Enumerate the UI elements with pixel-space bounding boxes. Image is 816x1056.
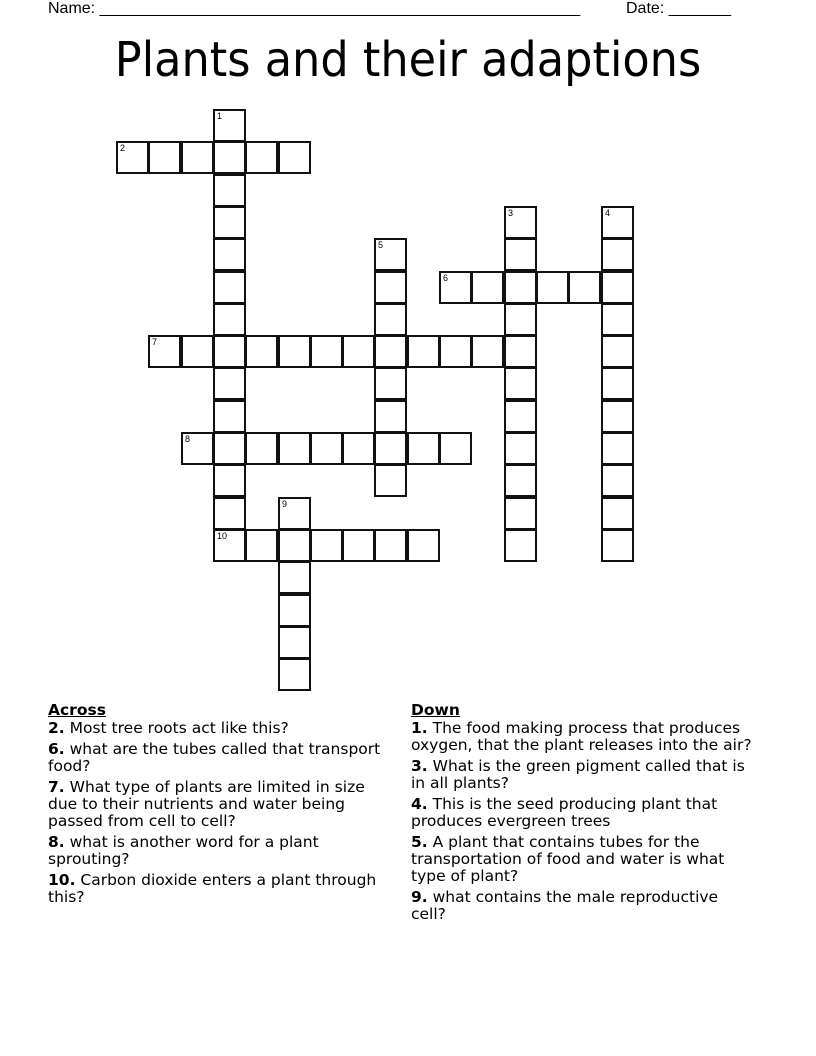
- crossword-cell[interactable]: [213, 432, 246, 465]
- crossword-cell[interactable]: [374, 271, 407, 304]
- crossword-cell[interactable]: [213, 238, 246, 271]
- crossword-cell[interactable]: [278, 141, 311, 174]
- clue-text: This is the seed producing plant that produces evergreen trees: [411, 795, 718, 830]
- crossword-cell[interactable]: [342, 335, 375, 368]
- clue-number-label: 6: [443, 273, 449, 283]
- crossword-cell[interactable]: [148, 141, 181, 174]
- crossword-cell[interactable]: [504, 303, 537, 336]
- clue-number-label: 10: [217, 531, 228, 541]
- crossword-cell[interactable]: [601, 529, 634, 562]
- crossword-cell[interactable]: [213, 497, 246, 530]
- crossword-cell[interactable]: [213, 174, 246, 207]
- clue-text: What is the green pigment called that is in all plants?: [411, 757, 745, 792]
- crossword-cell[interactable]: [504, 464, 537, 497]
- clue-number-label: 5: [378, 240, 384, 250]
- clue-number-label: 8: [185, 434, 191, 444]
- crossword-cell[interactable]: [407, 529, 440, 562]
- crossword-cell[interactable]: [213, 109, 246, 142]
- clue-text: What type of plants are limited in size due to their nutrients and water being passed from cell to cell?: [48, 778, 365, 830]
- crossword-cell[interactable]: [568, 271, 601, 304]
- crossword-cell[interactable]: [342, 432, 375, 465]
- clue-text: what contains the male reproductive cell?: [411, 888, 719, 923]
- crossword-cell[interactable]: [213, 303, 246, 336]
- clue-number: 2.: [48, 719, 65, 737]
- crossword-cell[interactable]: [278, 658, 311, 691]
- crossword-cell[interactable]: [213, 335, 246, 368]
- crossword-cell[interactable]: [471, 271, 504, 304]
- crossword-cell[interactable]: [601, 238, 634, 271]
- crossword-cell[interactable]: [310, 432, 343, 465]
- crossword-cell[interactable]: [536, 271, 569, 304]
- crossword-cell[interactable]: [148, 335, 181, 368]
- crossword-cell[interactable]: [278, 626, 311, 659]
- crossword-cell[interactable]: [601, 400, 634, 433]
- crossword-cell[interactable]: [181, 432, 214, 465]
- crossword-cell[interactable]: [278, 561, 311, 594]
- crossword-cell[interactable]: [245, 529, 278, 562]
- crossword-cell[interactable]: [213, 367, 246, 400]
- crossword-cell[interactable]: [374, 367, 407, 400]
- crossword-cell[interactable]: [601, 335, 634, 368]
- crossword-cell[interactable]: [439, 271, 472, 304]
- crossword-cell[interactable]: [471, 335, 504, 368]
- crossword-cell[interactable]: [601, 303, 634, 336]
- name-field-label: Name: ______________________________________________________: [48, 0, 581, 17]
- crossword-cell[interactable]: [278, 497, 311, 530]
- date-field-label: Date: _______: [626, 0, 731, 17]
- clue-number-label: 9: [282, 499, 288, 509]
- crossword-cell[interactable]: [601, 432, 634, 465]
- crossword-cell[interactable]: [504, 238, 537, 271]
- crossword-cell[interactable]: [342, 529, 375, 562]
- clue-across-7: [48, 779, 398, 830]
- crossword-cell[interactable]: [374, 529, 407, 562]
- clue-number: 9.: [411, 888, 428, 906]
- crossword-cell[interactable]: [245, 141, 278, 174]
- clue-text: what are the tubes called that transport food?: [48, 740, 381, 775]
- crossword-cell[interactable]: [374, 400, 407, 433]
- clue-number-label: 7: [152, 337, 158, 347]
- crossword-cell[interactable]: [245, 335, 278, 368]
- clue-text: Carbon dioxide enters a plant through this?: [48, 871, 377, 906]
- across-clues: [48, 702, 398, 910]
- crossword-cell[interactable]: [504, 432, 537, 465]
- crossword-cell[interactable]: [213, 206, 246, 239]
- crossword-cell[interactable]: [601, 367, 634, 400]
- crossword-cell[interactable]: [504, 400, 537, 433]
- crossword-cell[interactable]: [245, 432, 278, 465]
- crossword-cell[interactable]: [504, 497, 537, 530]
- clue-number: 5.: [411, 833, 428, 851]
- crossword-cell[interactable]: [374, 238, 407, 271]
- clue-number-label: 2: [120, 143, 126, 153]
- clue-number: 7.: [48, 778, 65, 796]
- clue-across-10: [48, 872, 398, 906]
- clue-text: what is another word for a plant sprouting?: [48, 833, 319, 868]
- clue-number-label: 3: [508, 208, 514, 218]
- clue-across-8: [48, 834, 398, 868]
- clue-number-label: 4: [605, 208, 611, 218]
- crossword-cell[interactable]: [278, 432, 311, 465]
- crossword-cell[interactable]: [213, 271, 246, 304]
- clue-text: The food making process that produces oxygen, that the plant releases into the air?: [411, 719, 752, 754]
- crossword-cell[interactable]: [439, 335, 472, 368]
- crossword-cell[interactable]: [601, 464, 634, 497]
- crossword-cell[interactable]: [504, 367, 537, 400]
- clue-number-label: 1: [217, 111, 223, 121]
- clue-down-9: [411, 889, 756, 923]
- crossword-cell[interactable]: [504, 335, 537, 368]
- crossword-cell[interactable]: [213, 464, 246, 497]
- crossword-cell[interactable]: [278, 529, 311, 562]
- clue-number: 6.: [48, 740, 65, 758]
- clue-across-6: [48, 741, 398, 775]
- clue-number: 10.: [48, 871, 76, 889]
- crossword-cell[interactable]: [407, 432, 440, 465]
- clue-down-5: [411, 834, 756, 885]
- crossword-cell[interactable]: [374, 432, 407, 465]
- crossword-cell[interactable]: [601, 271, 634, 304]
- crossword-cell[interactable]: [504, 529, 537, 562]
- crossword-cell[interactable]: [601, 497, 634, 530]
- clue-text: Most tree roots act like this?: [64, 719, 289, 737]
- clue-down-1: [411, 720, 756, 754]
- clue-down-4: [411, 796, 756, 830]
- across-heading: Across: [48, 701, 106, 719]
- clue-number: 1.: [411, 719, 428, 737]
- crossword-cell[interactable]: [407, 335, 440, 368]
- clue-number: 3.: [411, 757, 428, 775]
- crossword-cell[interactable]: [504, 206, 537, 239]
- crossword-cell[interactable]: [278, 594, 311, 627]
- crossword-cell[interactable]: [213, 400, 246, 433]
- crossword-cell[interactable]: [116, 141, 149, 174]
- page-title: Plants and their adaptions: [114, 32, 702, 88]
- crossword-cell[interactable]: [374, 303, 407, 336]
- down-clues: [411, 702, 756, 927]
- crossword-cell[interactable]: [213, 141, 246, 174]
- crossword-cell[interactable]: [374, 464, 407, 497]
- crossword-cell[interactable]: [181, 141, 214, 174]
- crossword-cell[interactable]: [213, 529, 246, 562]
- clue-text: A plant that contains tubes for the transportation of food and water is what type of plant?: [411, 833, 725, 885]
- crossword-cell[interactable]: [439, 432, 472, 465]
- down-heading: Down: [411, 701, 460, 719]
- crossword-cell[interactable]: [374, 335, 407, 368]
- crossword-cell[interactable]: [310, 335, 343, 368]
- clue-down-3: [411, 758, 756, 792]
- crossword-cell[interactable]: [278, 335, 311, 368]
- clue-across-2: [48, 720, 398, 737]
- clue-number: 4.: [411, 795, 428, 813]
- crossword-cell[interactable]: [601, 206, 634, 239]
- crossword-cell[interactable]: [504, 271, 537, 304]
- clue-number: 8.: [48, 833, 65, 851]
- crossword-cell[interactable]: [181, 335, 214, 368]
- crossword-cell[interactable]: [310, 529, 343, 562]
